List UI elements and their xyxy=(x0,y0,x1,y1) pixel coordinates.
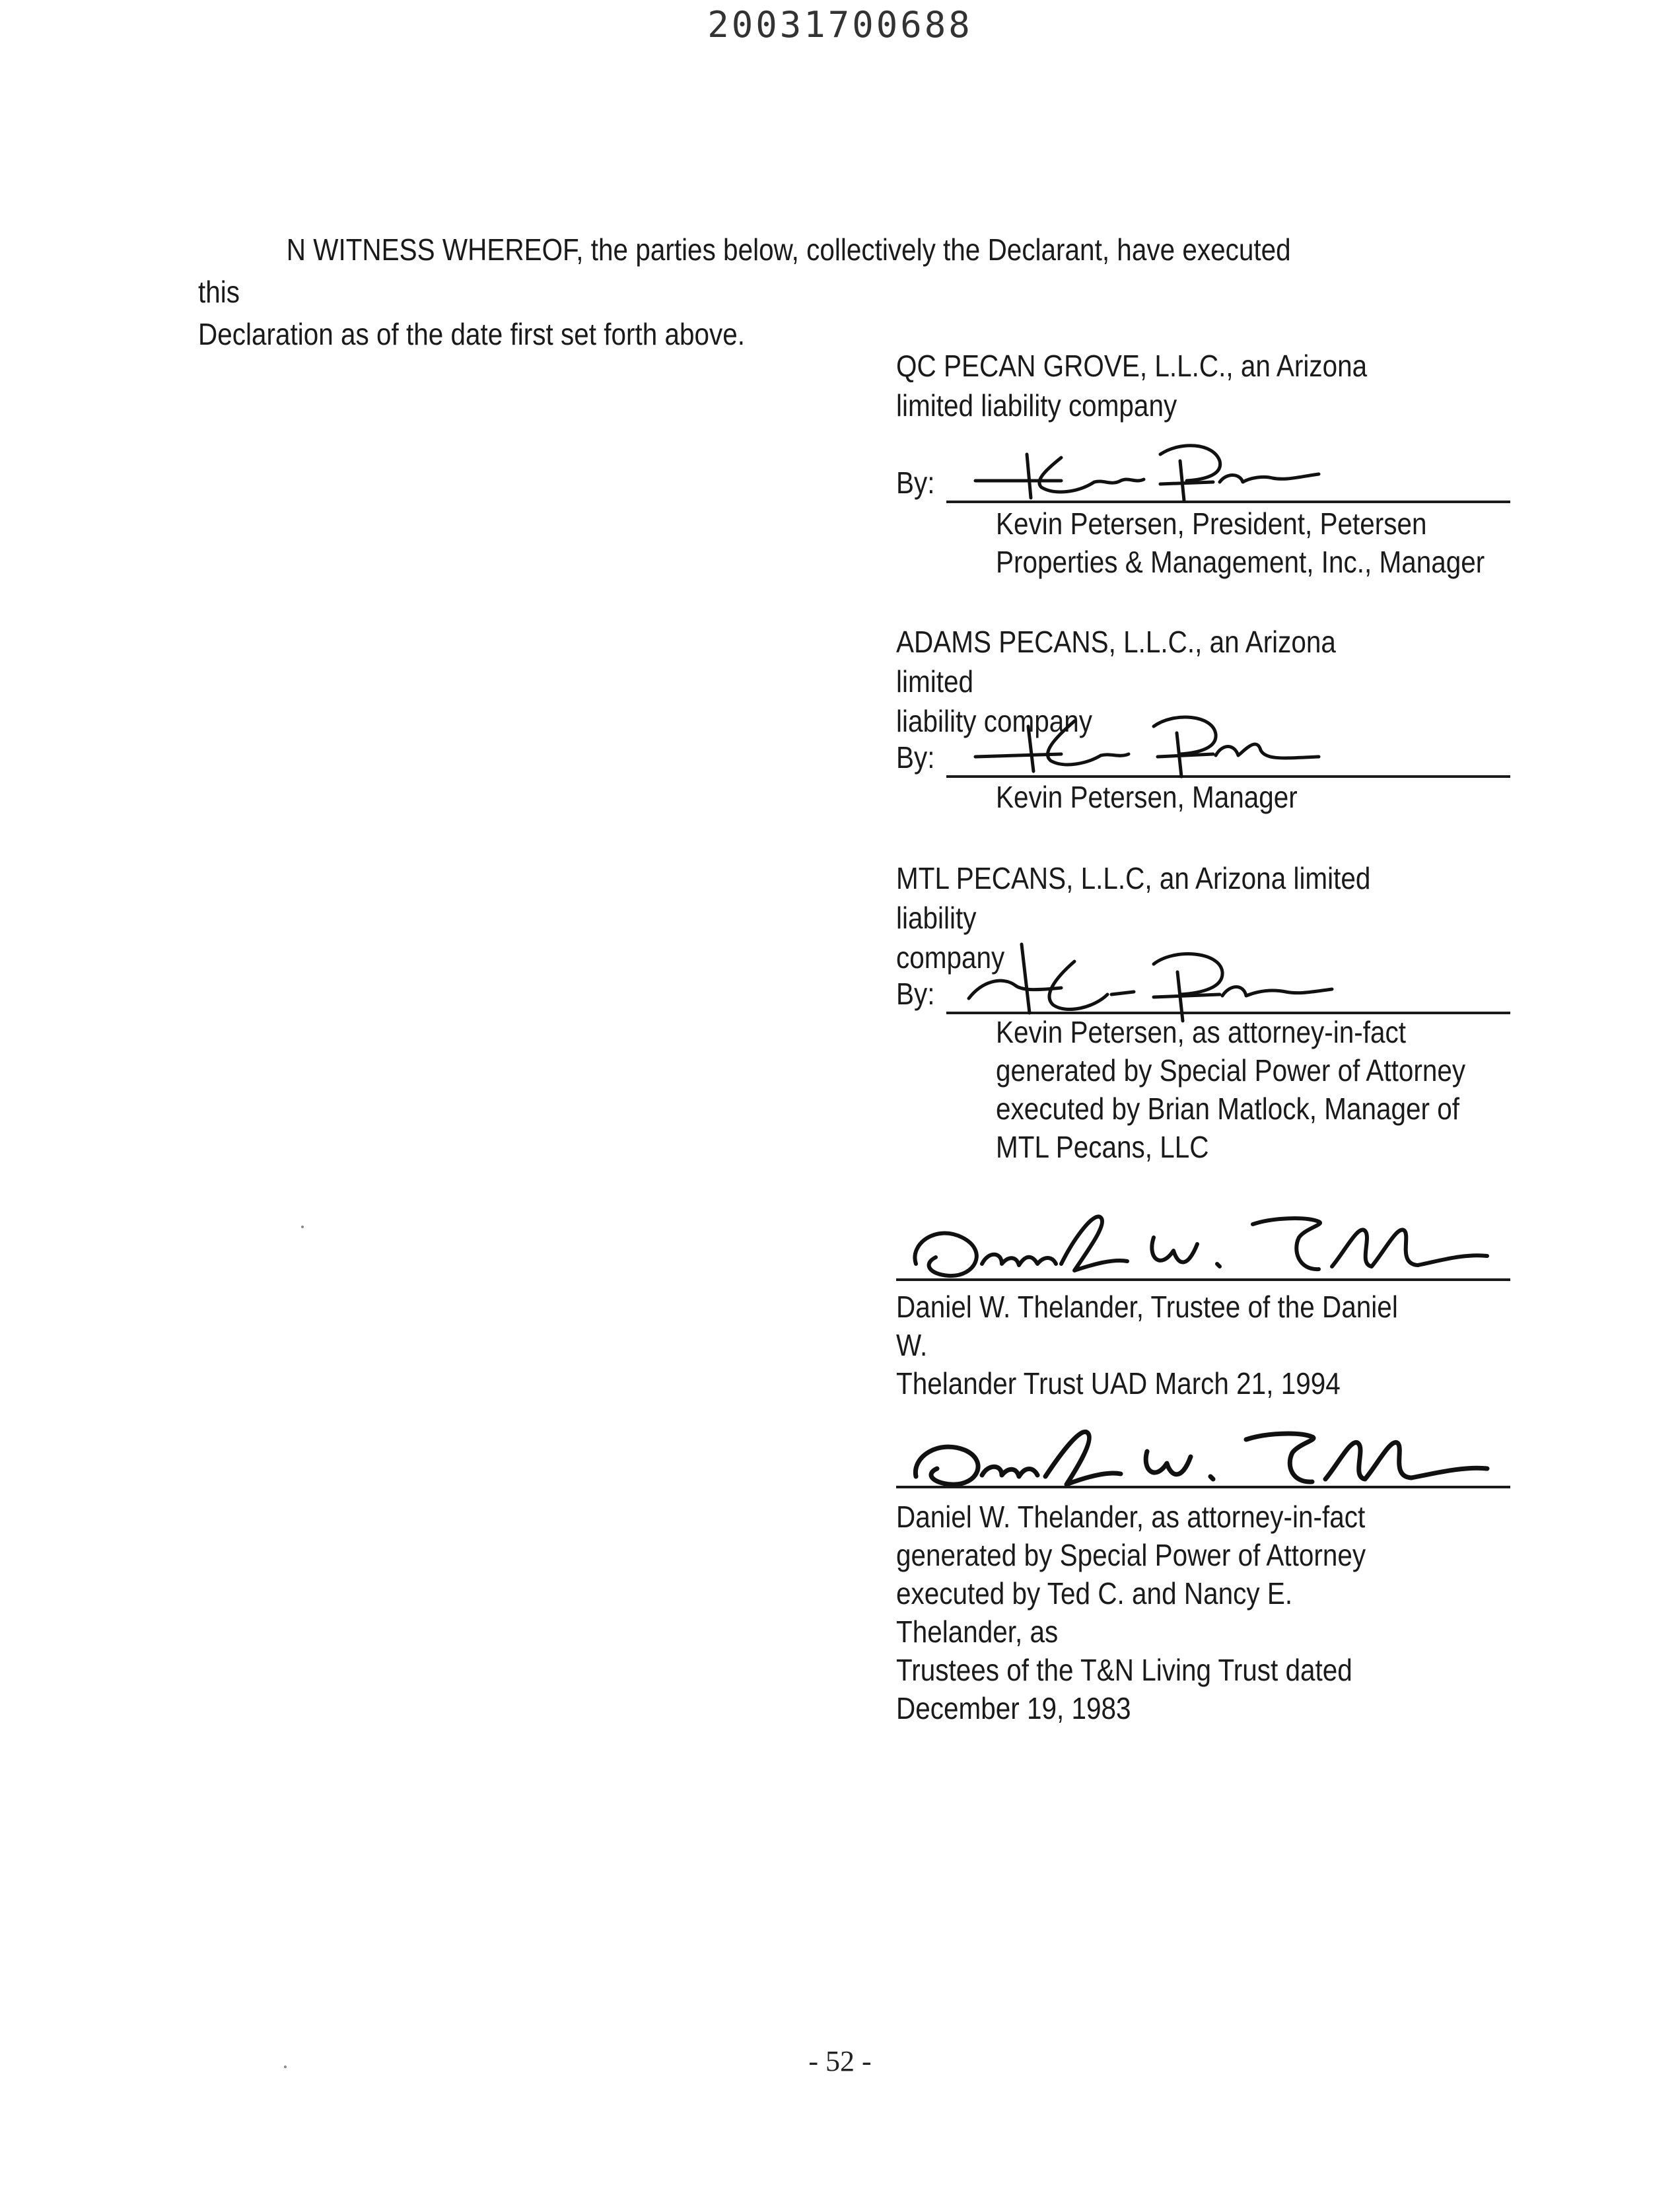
signer-line: executed by Ted C. and Nancy E. Thelander, as xyxy=(896,1576,1293,1649)
signer-line: Daniel W. Thelander, as attorney-in-fact xyxy=(896,1500,1366,1534)
scan-speck xyxy=(301,1226,304,1228)
signature-row-kevin-2 xyxy=(896,718,1510,778)
signer-line: December 19, 1983 xyxy=(896,1691,1131,1725)
party-qc-pecan-grove xyxy=(896,346,1419,425)
signature-daniel-thelander-2 xyxy=(896,1413,1490,1492)
entity-type: liability company xyxy=(896,704,1092,738)
signer-kevin-petersen-president xyxy=(996,504,1519,581)
signer-line: MTL Pecans, LLC xyxy=(996,1130,1209,1164)
signature-row-kevin-1 xyxy=(896,444,1510,503)
signer-line: Daniel W. Thelander, Trustee of the Daniel W. xyxy=(896,1290,1398,1362)
signer-line: generated by Special Power of Attorney xyxy=(896,1538,1366,1572)
entity-name: MTL PECANS, L.L.C, an Arizona limited liability xyxy=(896,861,1371,935)
signer-line: Kevin Petersen, President, Petersen xyxy=(996,506,1427,541)
signer-line: generated by Special Power of Attorney xyxy=(996,1053,1466,1088)
signature-kevin-petersen-2 xyxy=(962,697,1332,783)
signer-daniel-thelander-attorney xyxy=(896,1498,1419,1727)
signature-row-daniel-1 xyxy=(896,1222,1510,1281)
signature-daniel-thelander-1 xyxy=(896,1198,1490,1284)
entity-type: company xyxy=(896,940,1005,975)
witness-paragraph xyxy=(198,228,1302,355)
signer-line: Kevin Petersen, Manager xyxy=(996,780,1298,814)
signature-row-kevin-3 xyxy=(896,955,1510,1014)
by-label: By: xyxy=(896,740,935,775)
entity-type: limited liability company xyxy=(896,388,1177,423)
witness-line-1: N WITNESS WHEREOF, the parties below, collectively the Declarant, have executed this xyxy=(198,232,1291,309)
signer-line: Trustees of the T&N Living Trust dated xyxy=(896,1653,1352,1687)
signature-kevin-petersen-1 xyxy=(962,434,1332,507)
by-label: By: xyxy=(896,977,935,1011)
by-label: By: xyxy=(896,466,935,500)
signer-kevin-petersen-attorney xyxy=(996,1013,1519,1166)
entity-name: QC PECAN GROVE, L.L.C., an Arizona xyxy=(896,349,1368,383)
signature-row-daniel-2 xyxy=(896,1429,1510,1488)
entity-name: ADAMS PECANS, L.L.C., an Arizona limited xyxy=(896,625,1336,699)
signer-line: executed by Brian Matlock, Manager of xyxy=(996,1092,1460,1126)
signer-daniel-thelander-trustee xyxy=(896,1288,1419,1403)
signer-line: Properties & Management, Inc., Manager xyxy=(996,545,1485,579)
signer-line: Thelander Trust UAD March 21, 1994 xyxy=(896,1366,1341,1401)
signer-kevin-petersen-manager xyxy=(996,778,1519,816)
signer-line: Kevin Petersen, as attorney-in-fact xyxy=(996,1015,1407,1049)
document-number: 20031700688 xyxy=(707,4,973,46)
page-number: - 52 - xyxy=(808,2045,872,2077)
witness-line-2: Declaration as of the date first set forth above. xyxy=(198,317,746,351)
